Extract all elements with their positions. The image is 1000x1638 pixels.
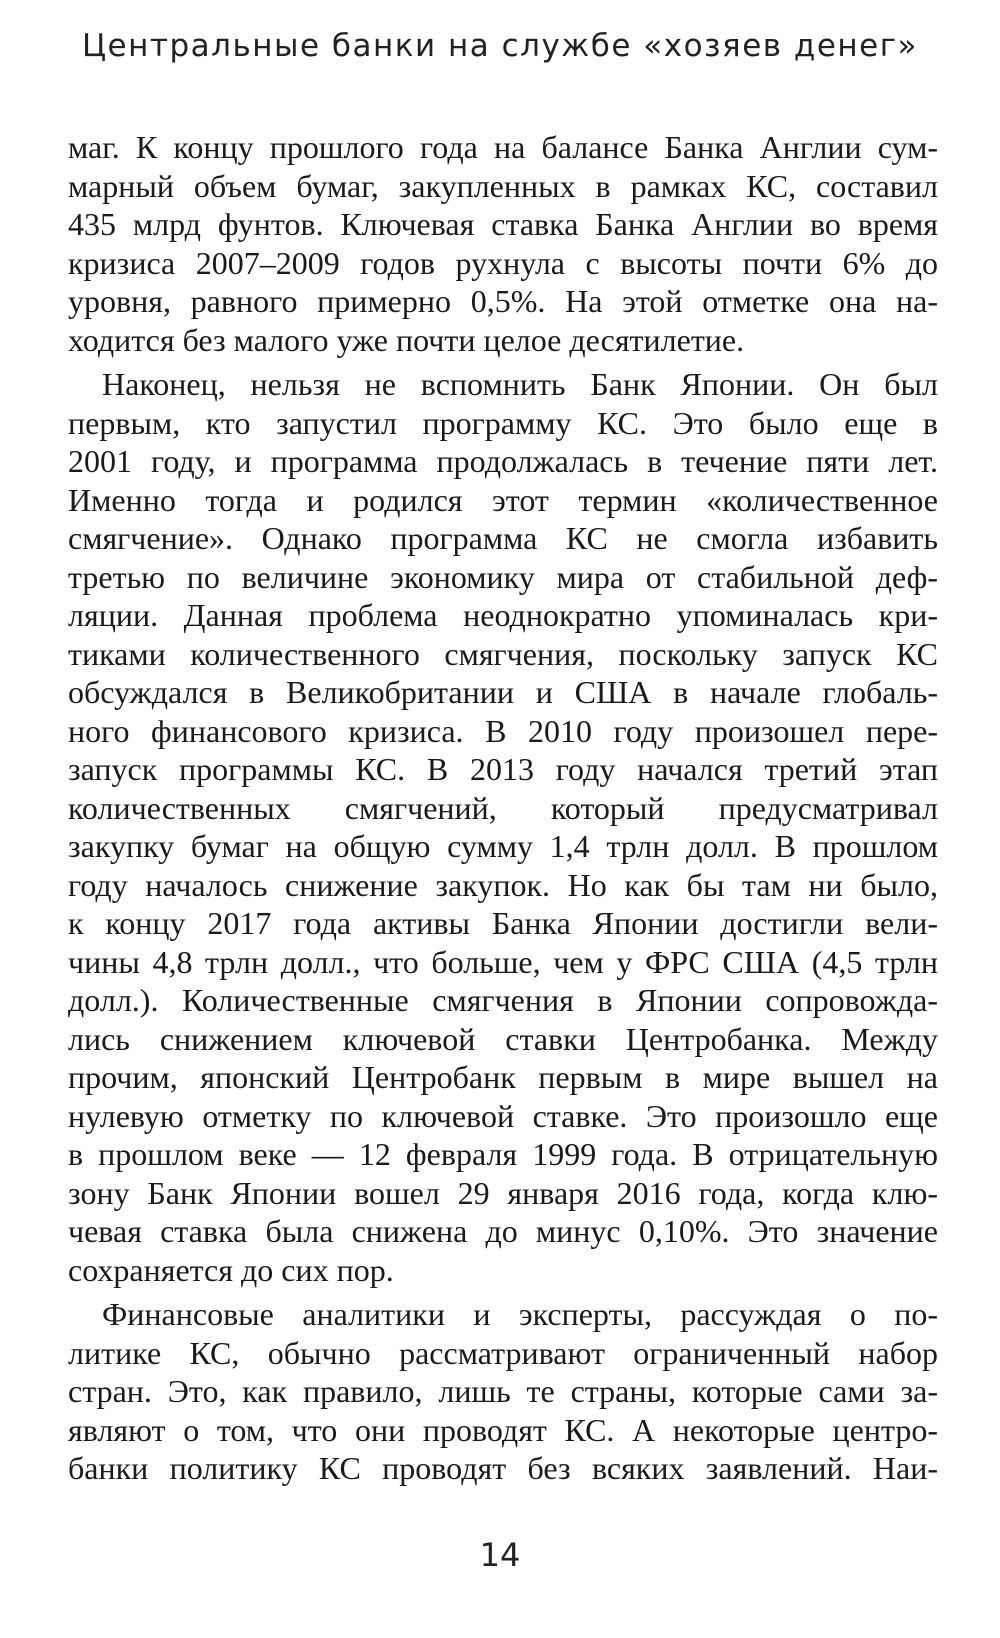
text-line: долл.). Количественные смягчения в Японии сопровожда- bbox=[68, 982, 938, 1018]
paragraph bbox=[68, 1295, 938, 1488]
text-line: смягчение». Однако программа КС не смогла избавить bbox=[68, 520, 938, 556]
text-line: в прошлом веке — 12 февраля 1999 года. В отрицательную bbox=[68, 1136, 938, 1172]
text-line: кризиса 2007–2009 годов рухнула с высоты почти 6% до bbox=[68, 244, 938, 281]
text-line: закупку бумаг на общую сумму 1,4 трлн долл. В прошлом bbox=[68, 828, 938, 864]
text-line: банки политику КС проводят без всяких заявлений. Наи- bbox=[68, 1450, 938, 1486]
text-line: уровня, равного примерно 0,5%. На этой отметке она на- bbox=[68, 283, 938, 319]
text-line: чины 4,8 трлн долл., что больше, чем у ФРС США (4,5 трлн bbox=[68, 943, 938, 980]
text-line: году началось снижение закупок. Но как бы там ни было, bbox=[68, 866, 938, 903]
paragraph bbox=[68, 128, 938, 359]
text-line: прочим, японский Центробанк первым в мире вышел на bbox=[68, 1059, 938, 1095]
page-number: 14 bbox=[479, 1536, 521, 1574]
text-line: чевая ставка была снижена до минус 0,10%. Это значение bbox=[68, 1213, 938, 1249]
running-header: Центральные банки на службе «хозяев денег» bbox=[81, 28, 918, 64]
text-line: третью по величине экономику мира от стабильной деф- bbox=[68, 558, 938, 595]
text-line: тиками количественного смягчения, поскольку запуск КС bbox=[68, 635, 938, 672]
text-line: 435 млрд фунтов. Ключевая ставка Банка Англии во время bbox=[68, 206, 938, 242]
text-line: маг. К концу прошлого года на балансе Банка Англии сум- bbox=[68, 129, 938, 165]
text-line: литике КС, обычно рассматривают ограниченный набор bbox=[68, 1334, 938, 1371]
text-line: запуск программы КС. В 2013 году начался третий этап bbox=[68, 751, 938, 787]
text-line: 2001 году, и программа продолжалась в течение пяти лет. bbox=[68, 443, 938, 479]
text-line: марный объем бумаг, закупленных в рамках КС, составил bbox=[68, 167, 938, 204]
text-line: обсуждался в Великобритании и США в начале глобаль- bbox=[68, 674, 938, 710]
text-line: сохраняется до сих пор. bbox=[68, 1251, 394, 1288]
text-line: Финансовые аналитики и эксперты, рассуждая о по- bbox=[102, 1296, 938, 1332]
body-text bbox=[68, 128, 938, 1494]
text-line: стран. Это, как правило, лишь те страны, которые сами за- bbox=[68, 1373, 938, 1409]
text-line: ляции. Данная проблема неоднократно упоминалась кри- bbox=[68, 597, 938, 633]
paragraph bbox=[68, 365, 938, 1289]
text-line: являют о том, что они проводят КС. А некоторые центро- bbox=[68, 1411, 938, 1448]
text-line: лись снижением ключевой ставки Центробанка. Между bbox=[68, 1020, 938, 1057]
text-line: нулевую отметку по ключевой ставке. Это произошло еще bbox=[68, 1097, 938, 1134]
text-line: Наконец, нельзя не вспомнить Банк Японии. Он был bbox=[102, 366, 938, 402]
text-line: Именно тогда и родился этот термин «количественное bbox=[68, 481, 938, 518]
text-line: ного финансового кризиса. В 2010 году произошел пере- bbox=[68, 712, 938, 749]
text-line: зону Банк Японии вошел 29 января 2016 года, когда клю- bbox=[68, 1174, 938, 1211]
text-line: ходится без малого уже почти целое десятилетие. bbox=[68, 321, 745, 358]
text-line: первым, кто запустил программу КС. Это было еще в bbox=[68, 404, 938, 441]
text-line: к концу 2017 года активы Банка Японии достигли вели- bbox=[68, 905, 938, 941]
text-line: количественных смягчений, который предусматривал bbox=[68, 789, 938, 826]
